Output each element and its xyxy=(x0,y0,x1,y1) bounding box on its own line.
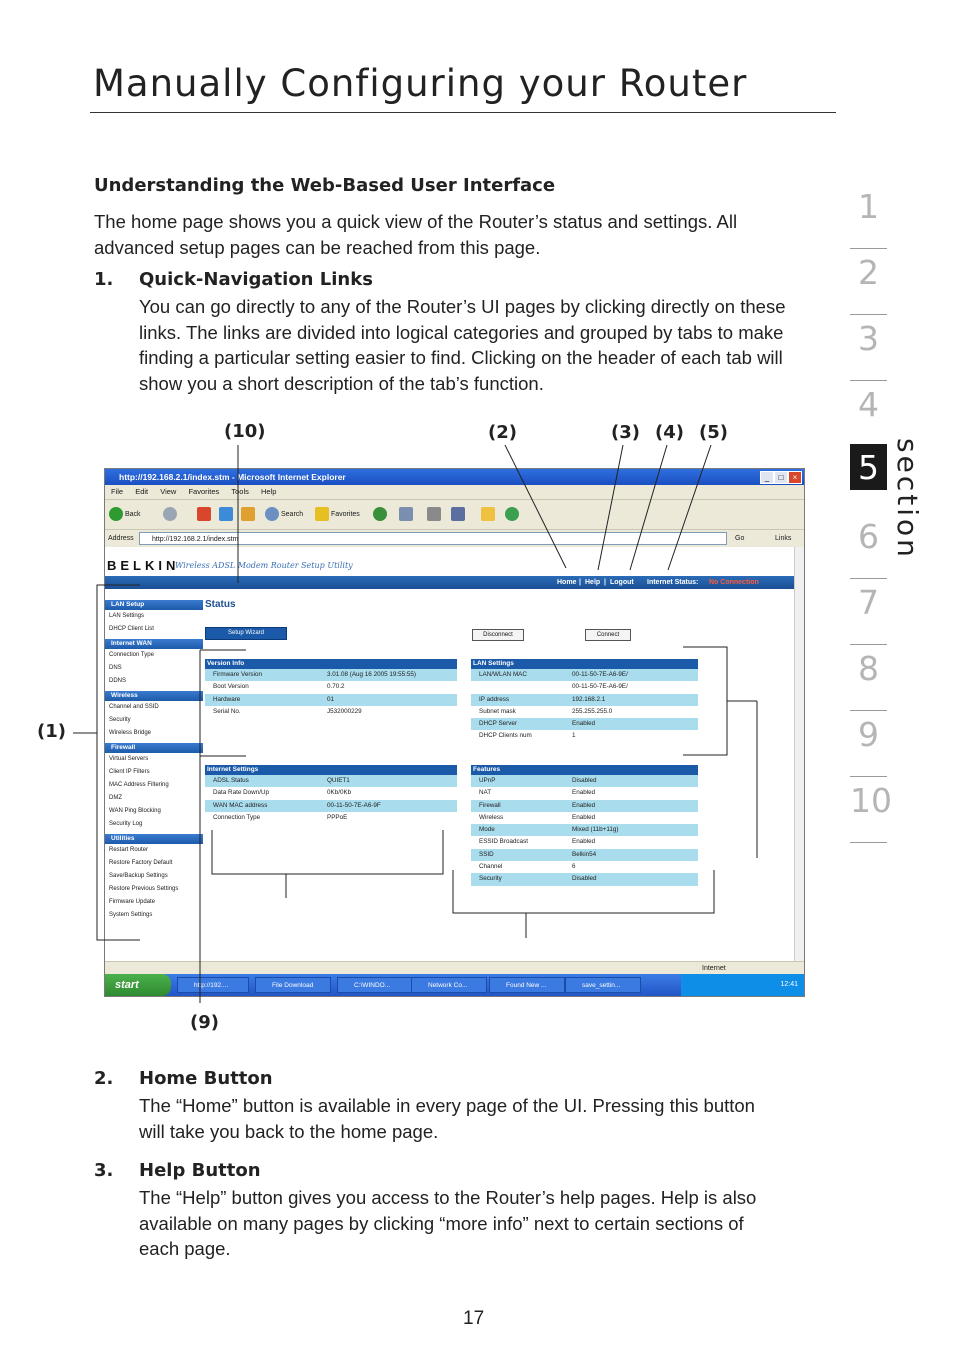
item-number: 1. xyxy=(94,269,114,290)
sidebar-link[interactable]: Virtual Servers xyxy=(109,756,149,762)
close-button[interactable]: × xyxy=(788,471,802,484)
sidebar-link[interactable]: Restore Previous Settings xyxy=(109,886,179,892)
section-number[interactable]: 6 xyxy=(850,513,887,579)
sidebar-header-wireless[interactable]: Wireless xyxy=(105,691,203,701)
info-row: WAN MAC address 00-11-50-7E-A6-9F xyxy=(205,800,457,812)
sidebar-link[interactable]: DHCP Client List xyxy=(109,626,154,632)
info-row: UPnP Disabled xyxy=(471,775,698,787)
sidebar-link[interactable]: DNS xyxy=(109,665,122,671)
section-subtitle: Understanding the Web-Based User Interface xyxy=(94,175,556,196)
sidebar-link[interactable]: WAN Ping Blocking xyxy=(109,808,161,814)
sidebar-link[interactable]: Wireless Bridge xyxy=(109,730,152,736)
nav-sep: | xyxy=(579,579,581,586)
sidebar-link[interactable]: DDNS xyxy=(109,678,127,684)
disconnect-button[interactable]: Disconnect xyxy=(472,629,524,641)
intro-paragraph: The home page shows you a quick view of the Router’s status and settings. All advanced setup pages can be reached from this page. xyxy=(94,211,738,258)
info-row: ESSID Broadcast Enabled xyxy=(479,838,596,846)
nav-home-link[interactable]: Home xyxy=(557,579,577,586)
panel-title: Version Info xyxy=(205,659,457,669)
internet-status-label: Internet Status: xyxy=(647,579,699,586)
section-number[interactable]: 10 xyxy=(850,777,887,843)
callout-bracket xyxy=(212,830,443,874)
item-text: You can go directly to any of the Router’s UI pages by clicking directly on these links. The links are divided into logical categories and grouped by tabs to make finding a particular setting easier to find. Clicking on the header of each tab will show you a short description of the tab’s function. xyxy=(139,296,786,394)
taskbar-item[interactable]: http://192.... xyxy=(177,977,249,993)
menu-tools[interactable]: Tools xyxy=(231,487,249,496)
info-row: SSID Belkin54 xyxy=(471,849,698,861)
callout-line xyxy=(630,445,667,570)
address-input[interactable]: http://192.168.2.1/index.stm xyxy=(139,532,727,545)
info-row: Firmware Version 3.01.08 (Aug 16 2005 19:55:55) xyxy=(205,669,457,681)
section-number[interactable]: 8 xyxy=(850,645,887,711)
callout-label: (4) xyxy=(655,422,684,443)
panel-title: Internet Settings xyxy=(205,765,457,775)
info-row: DHCP Clients num 1 xyxy=(479,732,576,740)
callout-line xyxy=(505,445,566,568)
info-row: Data Rate Down/Up 0Kb/0Kb xyxy=(213,789,352,797)
info-row: Boot Version 0.70.2 xyxy=(213,683,345,691)
taskbar-item[interactable]: File Download xyxy=(255,977,331,993)
callout-label: (2) xyxy=(488,422,517,443)
sidebar-link[interactable]: Client IP Filters xyxy=(109,769,150,775)
info-row: NAT Enabled xyxy=(479,789,596,797)
callout-bracket xyxy=(453,870,714,913)
connect-button[interactable]: Connect xyxy=(585,629,631,641)
nav-help-link[interactable]: Help xyxy=(585,579,601,586)
item-title: Home Button xyxy=(139,1068,273,1089)
item-number: 3. xyxy=(94,1160,114,1181)
page-number: 17 xyxy=(463,1308,485,1329)
sidebar-header-utilities[interactable]: Utilities xyxy=(105,834,203,844)
go-button[interactable]: Go xyxy=(735,535,745,542)
clock: 12:41 xyxy=(780,981,798,988)
belkin-logo: BELKIN xyxy=(107,558,180,573)
info-row: IP address 192.168.2.1 xyxy=(471,694,698,706)
info-row: Subnet mask 255.255.255.0 xyxy=(479,707,613,715)
sidebar-link[interactable]: System Settings xyxy=(109,912,153,918)
sidebar-link[interactable]: DMZ xyxy=(109,795,122,801)
minimize-button[interactable]: _ xyxy=(760,471,774,484)
maximize-button[interactable]: □ xyxy=(774,471,788,484)
panel-title: LAN Settings xyxy=(471,659,698,669)
taskbar-item[interactable]: C:\WINDO... xyxy=(337,977,415,993)
taskbar-item[interactable]: Network Co... xyxy=(411,977,487,993)
info-row: DHCP Server Enabled xyxy=(471,718,698,730)
callout-line xyxy=(598,445,623,570)
page-title: Manually Configuring your Router xyxy=(93,62,748,105)
ie-title-bar: http://192.168.2.1/index.stm - Microsoft Internet Explorer xyxy=(105,469,804,485)
brand-subtitle: Wireless ADSL Modem Router Setup Utility xyxy=(175,561,353,570)
section-number-active[interactable]: 5 xyxy=(850,444,887,490)
callout-label: (1) xyxy=(37,721,66,742)
info-row: Security Disabled xyxy=(471,873,698,885)
section-number[interactable]: 1 xyxy=(850,183,887,249)
menu-help[interactable]: Help xyxy=(260,487,277,496)
section-number[interactable]: 3 xyxy=(850,315,887,381)
callout-bracket xyxy=(97,585,140,940)
info-row: Serial No. J532000229 xyxy=(213,707,362,715)
internet-status-value: No Connection xyxy=(709,579,759,586)
back-button[interactable]: Back xyxy=(109,507,141,523)
nav-logout-link[interactable]: Logout xyxy=(610,579,634,586)
sidebar-link[interactable]: Security Log xyxy=(109,821,143,827)
panel-title: Features xyxy=(471,765,698,775)
taskbar-item[interactable]: Found New ... xyxy=(489,977,565,993)
sidebar-link[interactable]: Save/Backup Settings xyxy=(109,873,168,879)
item-text: The “Home” button is available in every page of the UI. Pressing this button will take you back to the home page. xyxy=(139,1095,755,1142)
sidebar-link[interactable]: Security xyxy=(109,717,131,723)
address-label: Address xyxy=(108,535,134,542)
item-number: 2. xyxy=(94,1068,114,1089)
sidebar-link[interactable]: Restart Router xyxy=(109,847,149,853)
search-button[interactable]: Search xyxy=(265,507,303,523)
menu-edit[interactable]: Edit xyxy=(135,487,149,496)
status-heading: Status xyxy=(205,599,236,610)
info-row: Wireless Enabled xyxy=(479,813,596,821)
menu-favorites[interactable]: Favorites xyxy=(188,487,220,496)
callout-label: (10) xyxy=(224,421,266,442)
info-row: 00-11-50-7E-A6-9E/ xyxy=(572,683,628,691)
section-number[interactable]: 9 xyxy=(850,711,887,777)
callout-line xyxy=(668,445,711,570)
sidebar-link[interactable]: Firmware Update xyxy=(109,899,156,905)
section-number[interactable]: 4 xyxy=(858,385,879,424)
sidebar-link[interactable]: MAC Address Filtering xyxy=(109,782,169,788)
callout-label: (9) xyxy=(190,1012,219,1033)
info-row: Channel 6 xyxy=(479,863,576,871)
sidebar-link[interactable]: Restore Factory Default xyxy=(109,860,173,866)
section-label: section xyxy=(891,438,924,560)
favorites-button[interactable]: Favorites xyxy=(315,507,360,523)
sidebar-header-wan[interactable]: Internet WAN xyxy=(105,639,203,649)
info-row: LAN/WLAN MAC 00-11-50-7E-A6-9E/ xyxy=(471,669,698,681)
nav-sep: | xyxy=(604,579,606,586)
sidebar-header-lan[interactable]: LAN Setup xyxy=(105,600,203,610)
callout-bracket xyxy=(683,647,727,755)
setup-wizard-button[interactable]: Setup Wizard xyxy=(205,627,287,640)
sidebar-link[interactable]: Channel and SSID xyxy=(109,704,159,710)
taskbar-item[interactable]: save_settin... xyxy=(565,977,641,993)
sidebar-link[interactable]: LAN Settings xyxy=(109,613,145,619)
item-title: Help Button xyxy=(139,1160,261,1181)
sidebar-link[interactable]: Connection Type xyxy=(109,652,154,658)
links-button[interactable]: Links xyxy=(775,535,792,542)
info-row: Firewall Enabled xyxy=(471,800,698,812)
section-number[interactable]: 2 xyxy=(850,249,887,315)
start-button[interactable]: start xyxy=(105,974,171,996)
sidebar-header-firewall[interactable]: Firewall xyxy=(105,743,203,753)
info-row: Connection Type PPPoE xyxy=(213,813,348,821)
item-title: Quick-Navigation Links xyxy=(139,269,373,290)
callout-label: (5) xyxy=(699,422,728,443)
callout-label: (3) xyxy=(611,422,640,443)
menu-view[interactable]: View xyxy=(160,487,177,496)
info-row: Mode Mixed (11b+11g) xyxy=(471,824,698,836)
item-text: The “Help” button gives you access to the Router’s help pages. Help is also available on many pages by clicking “more info” next to certain sections of each page. xyxy=(139,1187,757,1259)
menu-file[interactable]: File xyxy=(111,487,124,496)
section-number[interactable]: 7 xyxy=(850,579,887,645)
info-row: Hardware 01 xyxy=(205,694,457,706)
info-row: ADSL Status QUIET1 xyxy=(205,775,457,787)
zone-label: Internet xyxy=(702,965,726,972)
